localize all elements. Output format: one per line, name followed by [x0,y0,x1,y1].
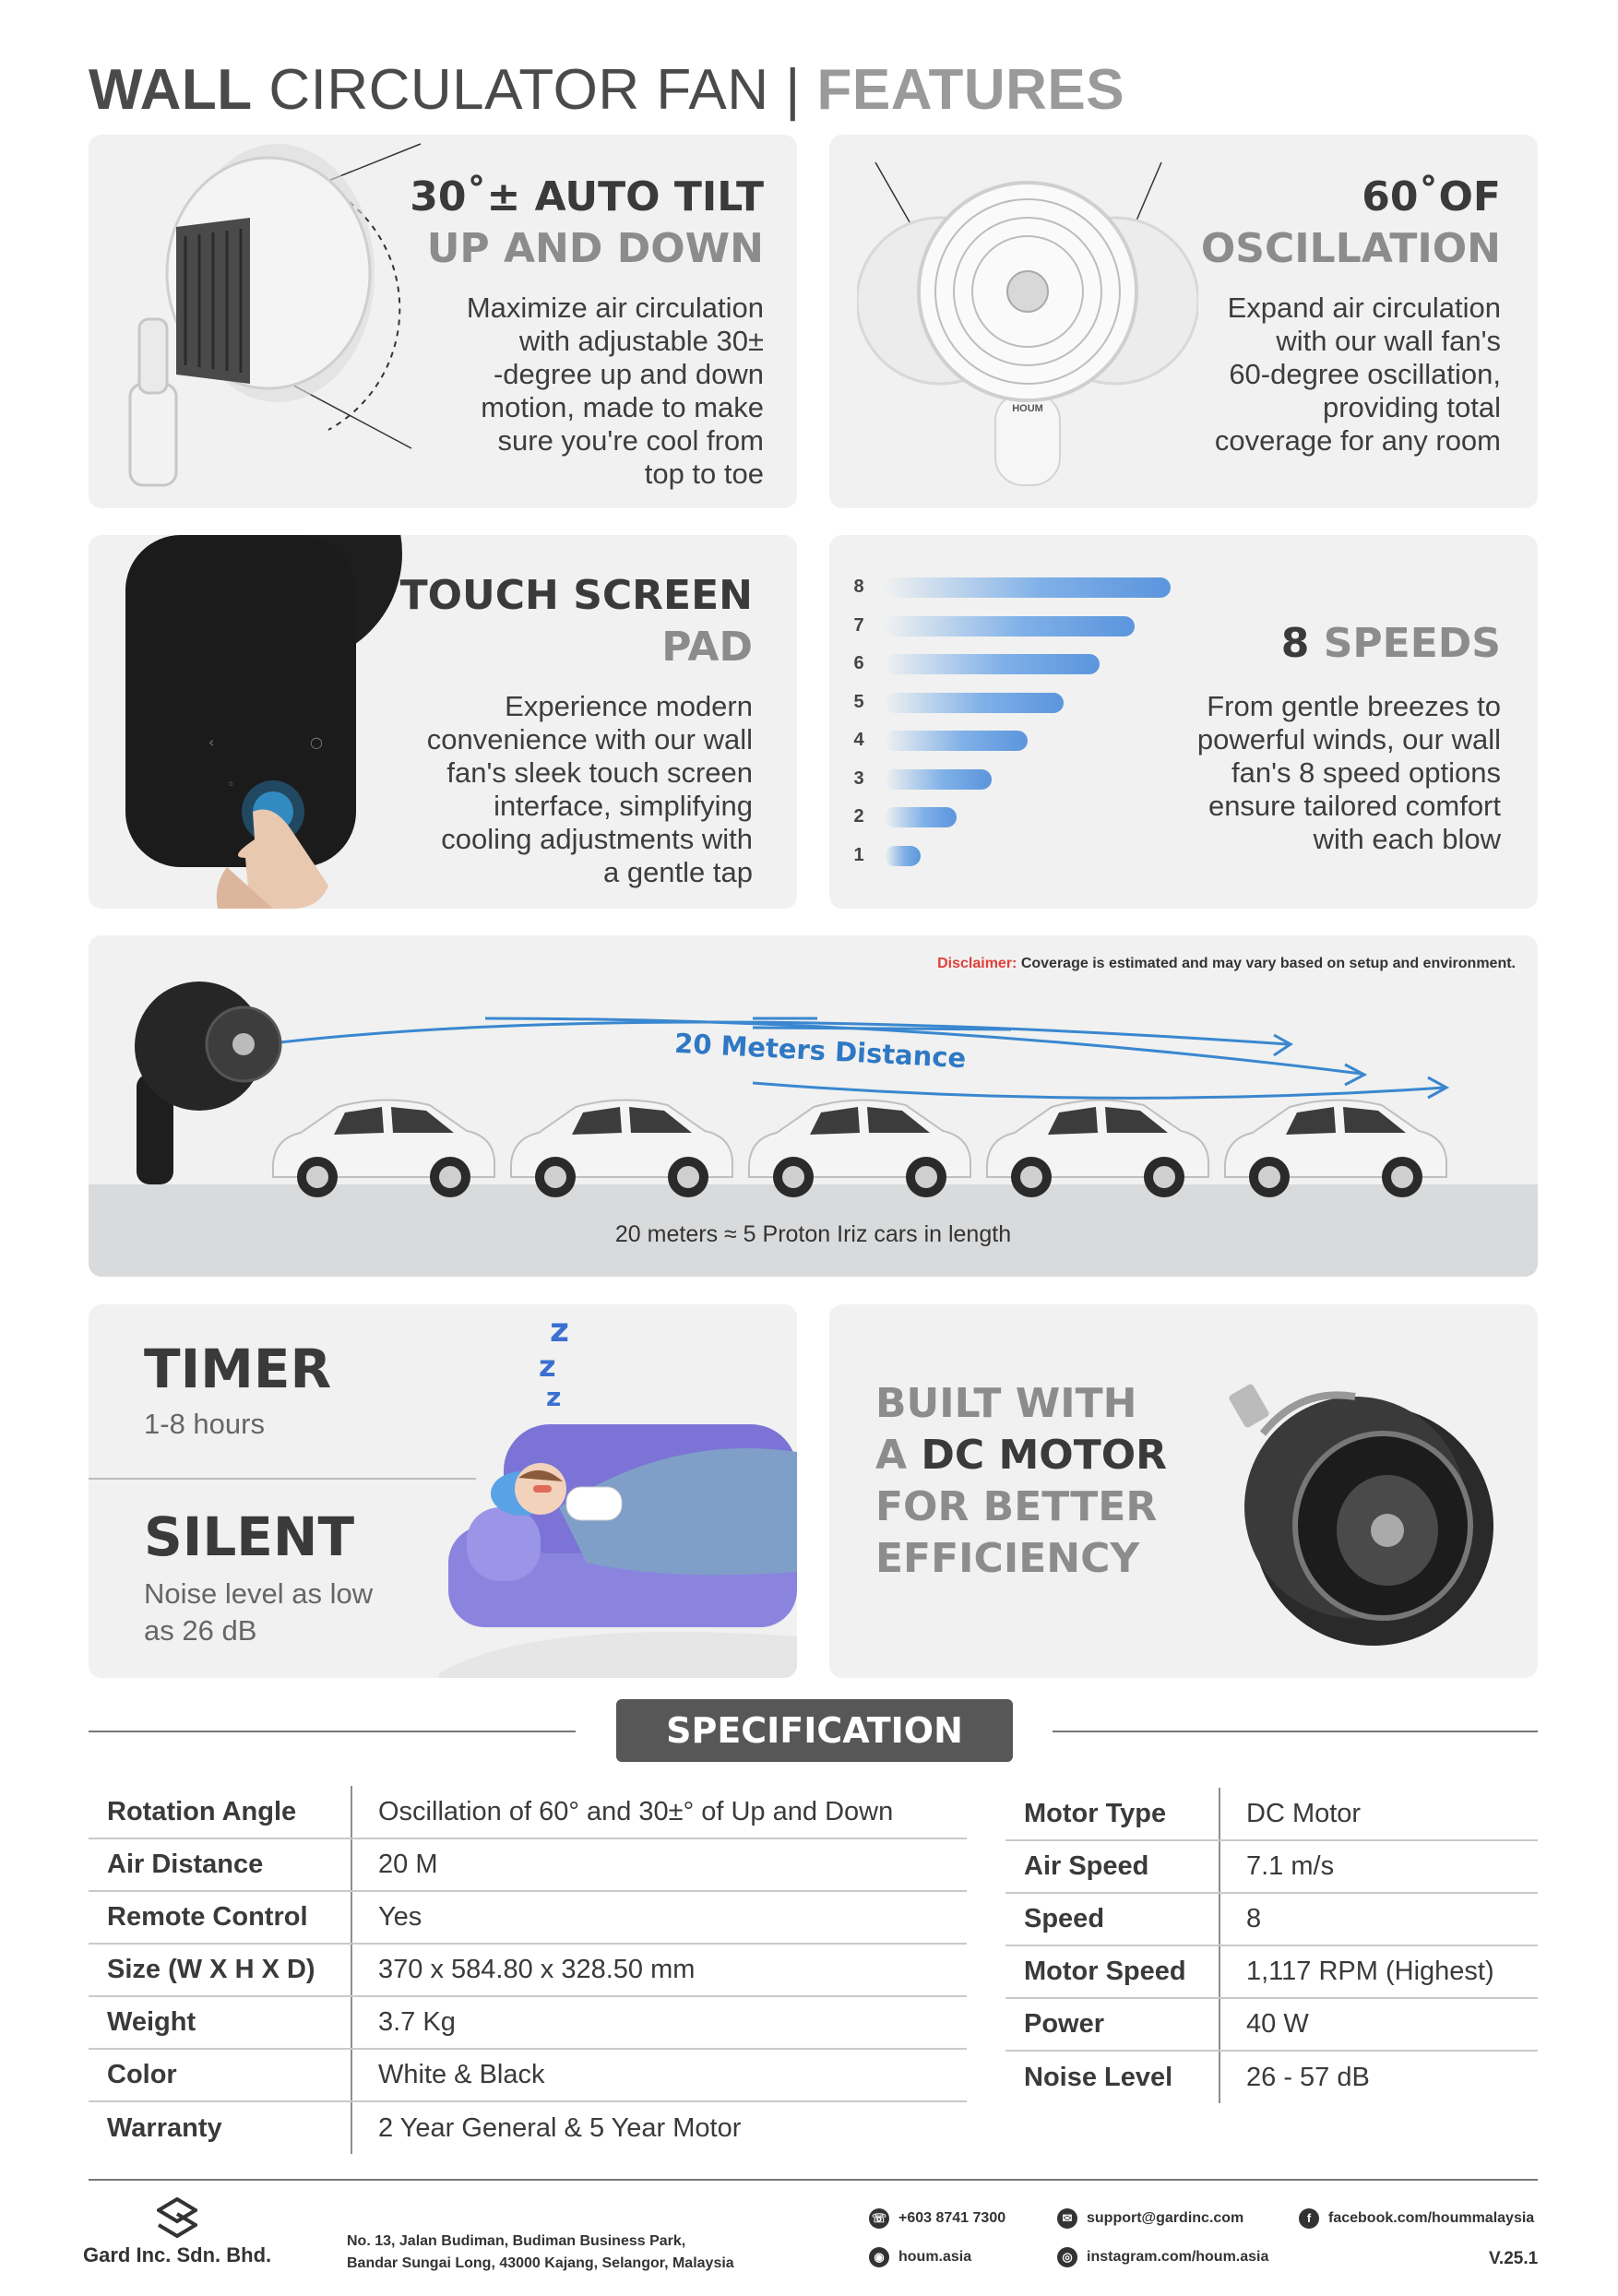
distance-caption: 20 meters ≈ 5 Proton Iriz cars in length [614,1221,1012,1247]
footer-facebook[interactable]: f facebook.com/hoummalaysia [1299,2208,1534,2229]
speed-level-bar [885,846,921,866]
car [273,1100,494,1197]
spec-key: Weight [89,1996,351,2049]
oscillation-heading: 60˚OF [1362,173,1501,220]
footer-instagram[interactable]: ◎ instagram.com/houm.asia [1057,2247,1268,2267]
speed-level-bar [885,693,1064,713]
spec-key: Rotation Angle [89,1786,351,1838]
tilt-panel [89,135,797,508]
spec-value: 40 W [1219,1998,1538,2051]
touch-heading: TOUCH SCREEN [399,572,753,619]
company-logo-icon [157,2197,197,2238]
touch-description: Experience modern convenience with our wall fan's sleek touch screen interface, simplifying cooling adjustments with a gentle tap [426,690,753,888]
speed-level-label: 4 [853,730,864,750]
speed-bars-chart [829,535,1198,909]
spec-rule-left [89,1731,576,1732]
speed-level-label: 2 [853,806,864,827]
page-title: WALL CIRCULATOR FAN | FEATURES [89,58,1125,122]
footer-rule [89,2179,1538,2181]
spec-table-left [89,1786,967,2154]
spec-value: 8 [1219,1893,1538,1945]
spec-value: 20 M [351,1838,967,1891]
facebook-icon: f [1299,2208,1319,2229]
footer-email[interactable]: ✉ support@gardinc.com [1057,2208,1243,2229]
svg-text:○: ○ [310,733,323,751]
speed-level-label: 3 [853,767,864,789]
spec-key: Speed [1005,1893,1219,1945]
footer-version: V.25.1 [1489,2249,1539,2268]
oscillation-panel [829,135,1538,508]
footer-web[interactable]: ◉ houm.asia [869,2247,971,2267]
spec-value: 370 x 584.80 x 328.50 mm [351,1944,967,1996]
spec-rule-right [1053,1731,1538,1732]
spec-row [1005,1840,1538,1893]
disclaimer: Disclaimer: Coverage is estimated and may vary based on setup and environment. [937,956,1516,971]
spec-value: DC Motor [1219,1788,1538,1840]
spec-row [1005,1998,1538,2051]
spec-value: 3.7 Kg [351,1996,967,2049]
spec-value: 26 - 57 dB [1246,2062,1370,2092]
speed-level-label: 6 [853,653,864,673]
spec-key: Size (W X H X D) [89,1944,351,1996]
phone-icon: ☏ [869,2208,889,2229]
spec-value: Oscillation of 60° and 30±° of Up and Down [351,1786,967,1838]
spec-key: Remote Control [89,1891,351,1944]
spec-row [89,1838,967,1891]
spec-key: Air Distance [89,1838,351,1891]
svg-text:◦: ◦ [227,778,235,792]
speed-level-label: 5 [853,691,864,712]
company-address: No. 13, Jalan Budiman, Budiman Business Park, Bandar Sungai Long, 43000 Kajang, Selangor, Malaysia [347,2233,734,2271]
tilt-description: Maximize air circulation with adjustable 30± -degree up and down motion, made to make sure you're cool from top to toe [466,291,764,490]
svg-text:z: z [546,1382,562,1412]
spec-key: Noise Level [1005,2051,1219,2103]
speeds-heading: 8 SPEEDS [1280,620,1501,667]
timer-silent-panel [89,1304,797,1678]
spec-row [89,2049,967,2101]
mail-icon: ✉ [1057,2208,1077,2229]
spec-row [1005,1788,1538,1840]
speed-level-label: 8 [853,577,864,597]
car [987,1100,1208,1197]
speed-level-bar [885,769,992,790]
divider [89,1478,476,1480]
spec-row [89,1944,967,1996]
timer-title: TIMER [144,1338,332,1400]
spec-key: Warranty [89,2101,351,2154]
oscillation-fan-illustration [857,153,1198,494]
speeds-panel [829,535,1538,909]
speed-level-bar [885,616,1135,636]
spec-row [1005,1945,1538,1998]
speed-level-bar [885,654,1100,674]
tilt-subheading: UP AND DOWN [426,225,764,272]
speed-level-label: 7 [853,614,864,636]
zzz-icon: z [550,1312,569,1350]
distance-illustration [89,935,1538,1212]
spec-row [89,1996,967,2049]
motor-text: BUILT WITH A DC MOTOR FOR BETTER EFFICIENCY [875,1380,1168,1582]
car [511,1100,732,1197]
motor-panel [829,1304,1538,1678]
speed-level-bar [885,577,1171,598]
footer-phone[interactable]: ☏ +603 8741 7300 [869,2208,1005,2229]
spec-value: Yes [351,1891,967,1944]
oscillation-subheading: OSCILLATION [1200,225,1501,272]
touch-panel [89,535,797,909]
spec-key: Color [89,2049,351,2101]
spec-key: Power [1005,1998,1219,2051]
spec-row [1005,1893,1538,1945]
spec-row [1005,2051,1538,2103]
spec-value: 1,117 RPM (Highest) [1219,1945,1538,1998]
spec-value: 7.1 m/s [1219,1840,1538,1893]
houm-logo: HOUM [1012,403,1043,414]
spec-row [89,1786,967,1838]
company-name: Gard Inc. Sdn. Bhd. [83,2243,272,2266]
silent-sub: Noise level as low as 26 dB [144,1577,374,1647]
tilt-heading: 30˚± AUTO TILT [410,173,764,220]
speeds-description: From gentle breezes to powerful winds, our wall fan's 8 speed options ensure tailored comfort with each blow [1196,690,1501,855]
car [1225,1100,1446,1197]
distance-panel [89,935,1538,1277]
speed-level-bar [885,731,1028,751]
spec-key: Motor Speed [1005,1945,1219,1998]
instagram-icon: ◎ [1057,2247,1077,2267]
distance-arrow-label: 20 Meters Distance [673,1027,968,1075]
spec-heading: SPECIFICATION [616,1699,1013,1762]
tilt-fan-illustration [89,135,458,508]
car [749,1100,970,1197]
sleeping-person-illustration [439,1304,797,1678]
spec-row [89,2101,967,2154]
spec-value: 2 Year General & 5 Year Motor [378,2112,742,2143]
spec-key: Motor Type [1005,1788,1219,1840]
svg-text:‹: ‹ [208,733,215,751]
speed-level-bar [885,807,957,827]
spec-value: White & Black [351,2049,967,2101]
spec-row [89,1891,967,1944]
spec-table-right [1005,1788,1538,2103]
oscillation-description: Expand air circulation with our wall fan's 60-degree oscillation, providing total coverage for any room [1214,291,1501,457]
timer-sub: 1-8 hours [144,1408,265,1440]
globe-icon: ◉ [869,2247,889,2267]
svg-text:z: z [539,1349,556,1384]
spec-key: Air Speed [1005,1840,1219,1893]
wall-fan-black [135,981,280,1184]
silent-title: SILENT [144,1505,355,1568]
dc-motor-illustration [1198,1323,1530,1664]
speed-level-label: 1 [853,844,864,865]
touch-subheading: PAD [661,624,753,671]
